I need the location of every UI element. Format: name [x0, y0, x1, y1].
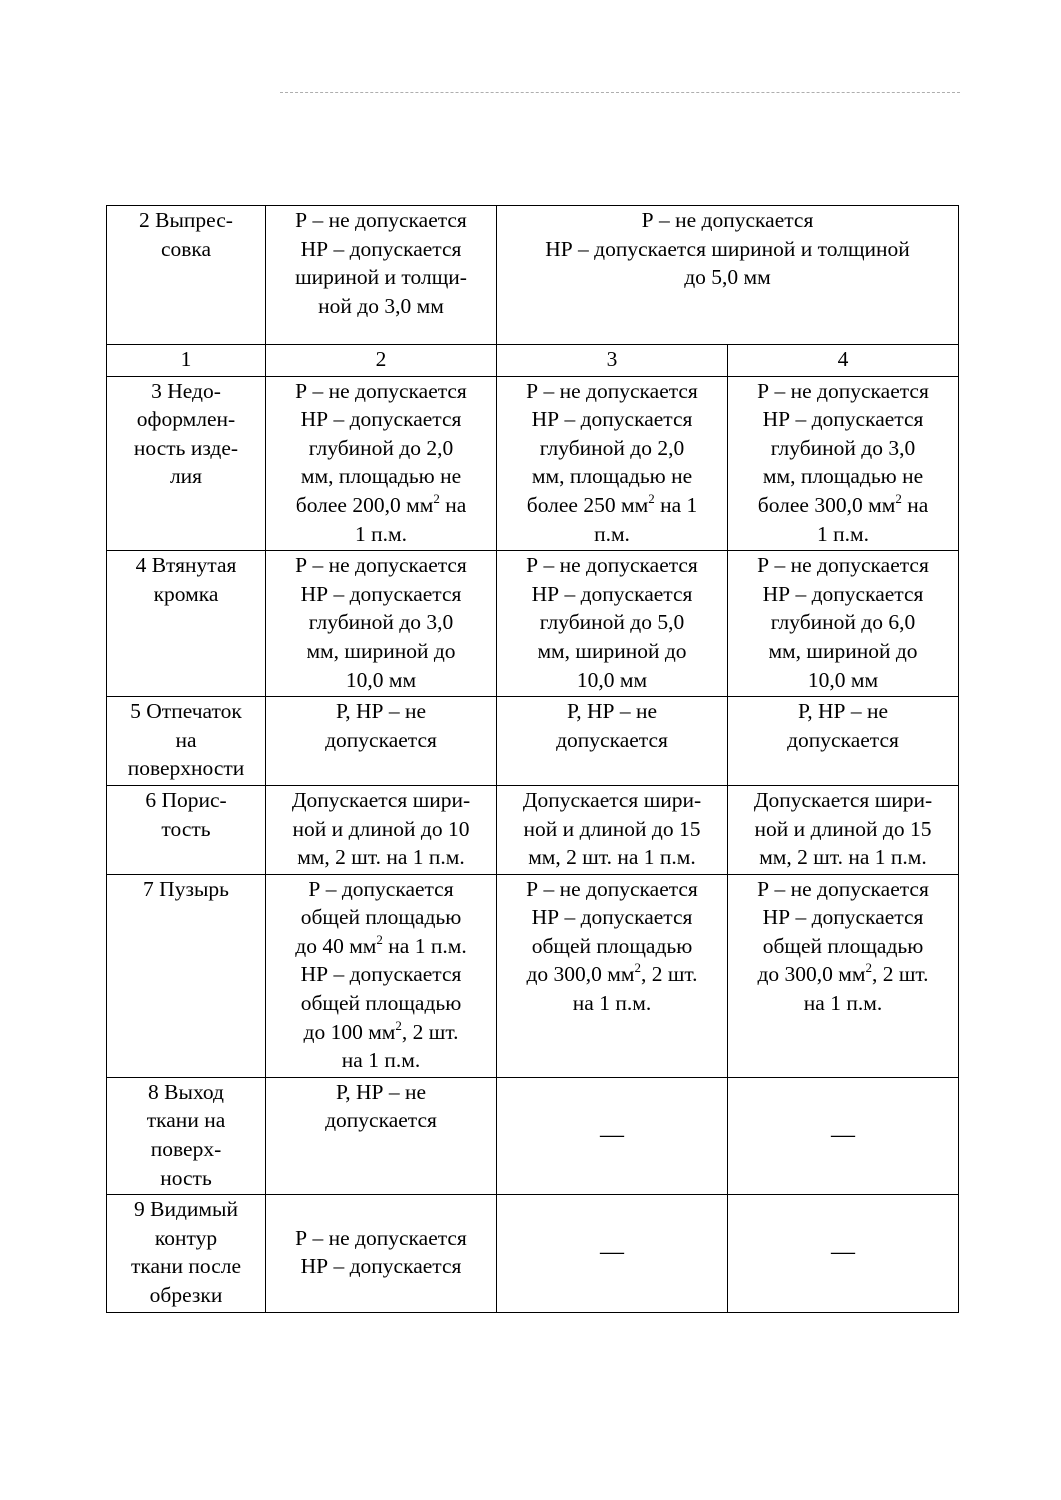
requirement-cell: Р, НР – не допускается — [728, 697, 959, 786]
defect-name-cell: 7 Пузырь — [107, 874, 266, 1077]
table-row — [107, 785, 959, 874]
requirement-cell: Р, НР – не допускается — [266, 697, 497, 786]
requirement-cell: Р, НР – не допускается — [497, 697, 728, 786]
requirement-cell: Р – не допускается НР – допускается глубиной до 3,0 мм, площадью не более 300,0 $мм^2$ на 1 п.м. — [728, 376, 959, 551]
table-row — [107, 874, 959, 1077]
requirement-cell: Р – не допускается НР – допускается глубиной до 3,0 мм, шириной до 10,0 мм — [266, 551, 497, 697]
requirement-cell: Р – не допускается НР – допускается глубиной до 5,0 мм, шириной до 10,0 мм — [497, 551, 728, 697]
column-number: 1 — [107, 345, 266, 377]
table-row — [107, 376, 959, 551]
requirement-cell: Допускается шири- ной и длиной до 15 мм, 2 шт. на 1 п.м. — [497, 785, 728, 874]
defect-name-cell: 5 Отпечаток на поверхности — [107, 697, 266, 786]
table-row — [107, 1195, 959, 1312]
empty-dash-cell: — — [497, 1077, 728, 1194]
requirement-cell: Р – не допускается НР – допускается шириной и толщи- ной до 3,0 мм — [266, 206, 497, 345]
requirement-cell: Р – не допускается НР – допускается глубиной до 2,0 мм, площадью не более 250 $мм^2$ на 1 п.м. — [497, 376, 728, 551]
empty-dash-cell: — — [497, 1195, 728, 1312]
table-row — [107, 551, 959, 697]
requirement-cell: Допускается шири- ной и длиной до 15 мм, 2 шт. на 1 п.м. — [728, 785, 959, 874]
requirement-cell: Допускается шири- ной и длиной до 10 мм, 2 шт. на 1 п.м. — [266, 785, 497, 874]
requirement-cell: Р – не допускается НР – допускается глубиной до 6,0 мм, шириной до 10,0 мм — [728, 551, 959, 697]
table-row — [107, 697, 959, 786]
requirement-cell: Р – не допускается НР – допускается глубиной до 2,0 мм, площадью не более 200,0 $мм^2$ на 1 п.м. — [266, 376, 497, 551]
column-number: 3 — [497, 345, 728, 377]
column-number: 4 — [728, 345, 959, 377]
empty-dash-cell: — — [728, 1195, 959, 1312]
table-row — [107, 1077, 959, 1194]
column-number: 2 — [266, 345, 497, 377]
requirement-cell: Р – не допускается НР – допускается общей площадью до 300,0 $мм^2$, 2 шт. на 1 п.м. — [497, 874, 728, 1077]
requirement-cell: Р – не допускается НР – допускается — [266, 1195, 497, 1312]
requirement-cell: Р – не допускается НР – допускается общей площадью до 300,0 $мм^2$, 2 шт. на 1 п.м. — [728, 874, 959, 1077]
table-row — [107, 206, 959, 345]
requirement-cell: Р – допускается общей площадью до 40 $мм^2$ на 1 п.м. НР – допускается общей площадью до 100 $мм^2$, 2 шт. на 1 п.м. — [266, 874, 497, 1077]
defect-name-cell: 2 Выпрес- совка — [107, 206, 266, 345]
defects-table — [106, 205, 959, 1313]
requirement-cell-merged: Р – не допускается НР – допускается шириной и толщиной до 5,0 мм — [497, 206, 959, 345]
column-numbers-row — [107, 345, 959, 377]
defect-name-cell: 4 Втянутая кромка — [107, 551, 266, 697]
defect-name-cell: 9 Видимый контур ткани после обрезки — [107, 1195, 266, 1312]
requirement-cell: Р, НР – не допускается — [266, 1077, 497, 1194]
scan-artifact-line — [280, 92, 960, 99]
defect-name-cell: 6 Порис- тость — [107, 785, 266, 874]
defect-name-cell: 8 Выход ткани на поверх- ность — [107, 1077, 266, 1194]
empty-dash-cell: — — [728, 1077, 959, 1194]
defect-name-cell: 3 Недо- оформлен- ность изде- лия — [107, 376, 266, 551]
